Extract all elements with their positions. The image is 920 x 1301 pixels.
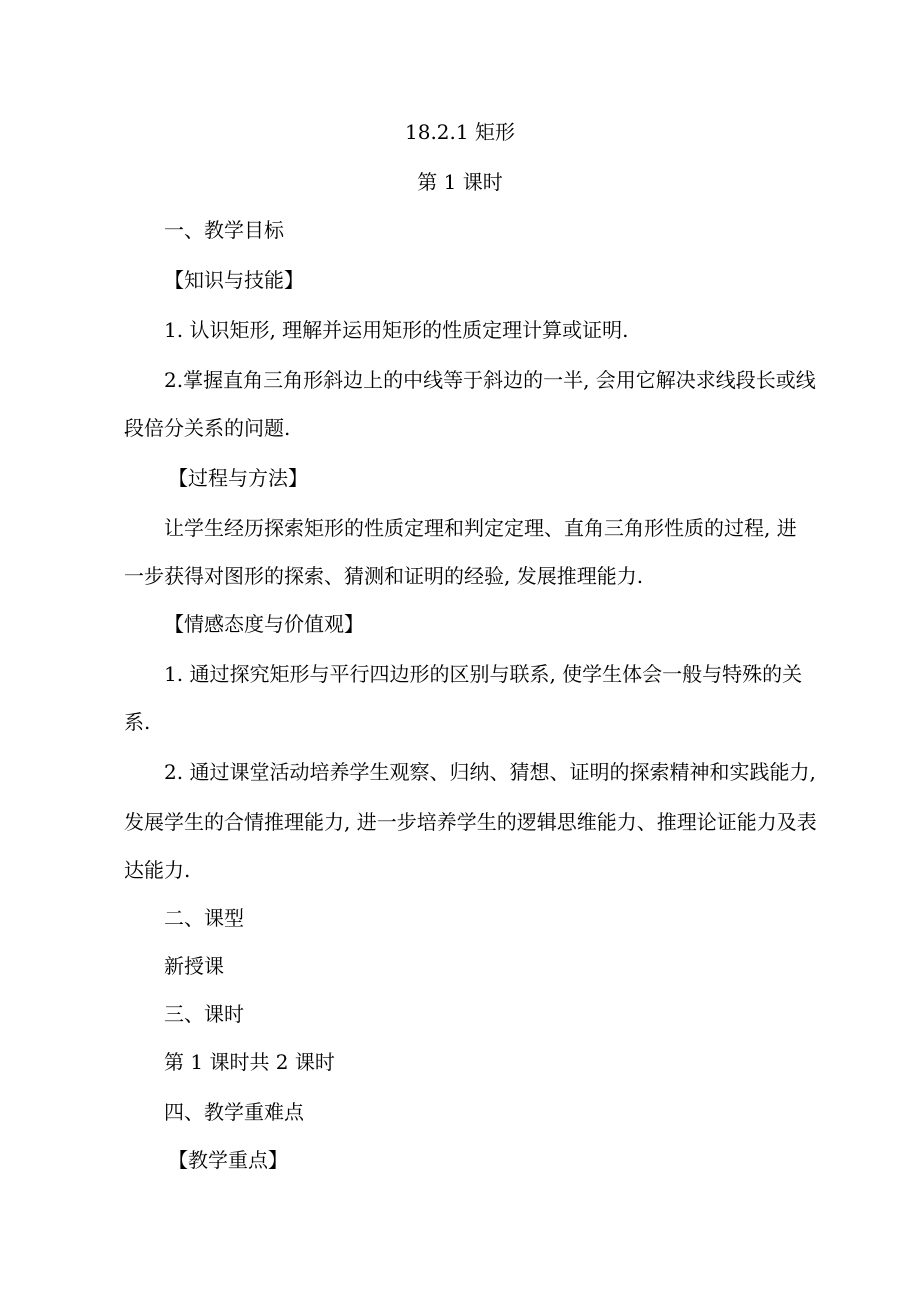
document-title: 18.2.1 矩形 bbox=[405, 120, 515, 144]
knowledge-item-2-line-1: 2.掌握直角三角形斜边上的中线等于斜边的一半, 会用它解决求线段长或线 bbox=[164, 368, 816, 392]
emotion-item-2-line-3: 达能力. bbox=[124, 858, 191, 882]
label-teaching-key-points: 【教学重点】 bbox=[168, 1148, 288, 1172]
emotion-item-2-line-2: 发展学生的合情推理能力, 进一步培养学生的逻辑思维能力、推理论证能力及表 bbox=[124, 810, 817, 834]
process-text-line-1: 让学生经历探索矩形的性质定理和判定定理、直角三角形性质的过程, 进 bbox=[164, 516, 797, 540]
knowledge-item-2-line-2: 段倍分关系的问题. bbox=[124, 416, 291, 440]
section-heading-objectives: 一、教学目标 bbox=[164, 218, 284, 242]
label-process-method: 【过程与方法】 bbox=[168, 466, 308, 490]
section-heading-lesson-type: 二、课型 bbox=[164, 906, 244, 930]
lesson-hours-text: 第 1 课时共 2 课时 bbox=[164, 1050, 335, 1074]
emotion-item-1-line-2: 系. bbox=[124, 710, 151, 734]
process-text-line-2: 一步获得对图形的探索、猜测和证明的经验, 发展推理能力. bbox=[124, 564, 644, 588]
label-emotion-values: 【情感态度与价值观】 bbox=[164, 612, 364, 636]
emotion-item-1-line-1: 1. 通过探究矩形与平行四边形的区别与联系, 使学生体会一般与特殊的关 bbox=[164, 662, 803, 686]
emotion-item-2-line-1: 2. 通过课堂活动培养学生观察、归纳、猜想、证明的探索精神和实践能力, bbox=[164, 760, 816, 784]
knowledge-item-1: 1. 认识矩形, 理解并运用矩形的性质定理计算或证明. bbox=[164, 318, 629, 342]
label-knowledge-skills: 【知识与技能】 bbox=[164, 268, 304, 292]
section-heading-lesson-hours: 三、课时 bbox=[164, 1002, 244, 1026]
document-subtitle: 第 1 课时 bbox=[417, 170, 503, 194]
lesson-type-text: 新授课 bbox=[164, 954, 224, 978]
section-heading-key-difficult: 四、教学重难点 bbox=[164, 1100, 304, 1124]
